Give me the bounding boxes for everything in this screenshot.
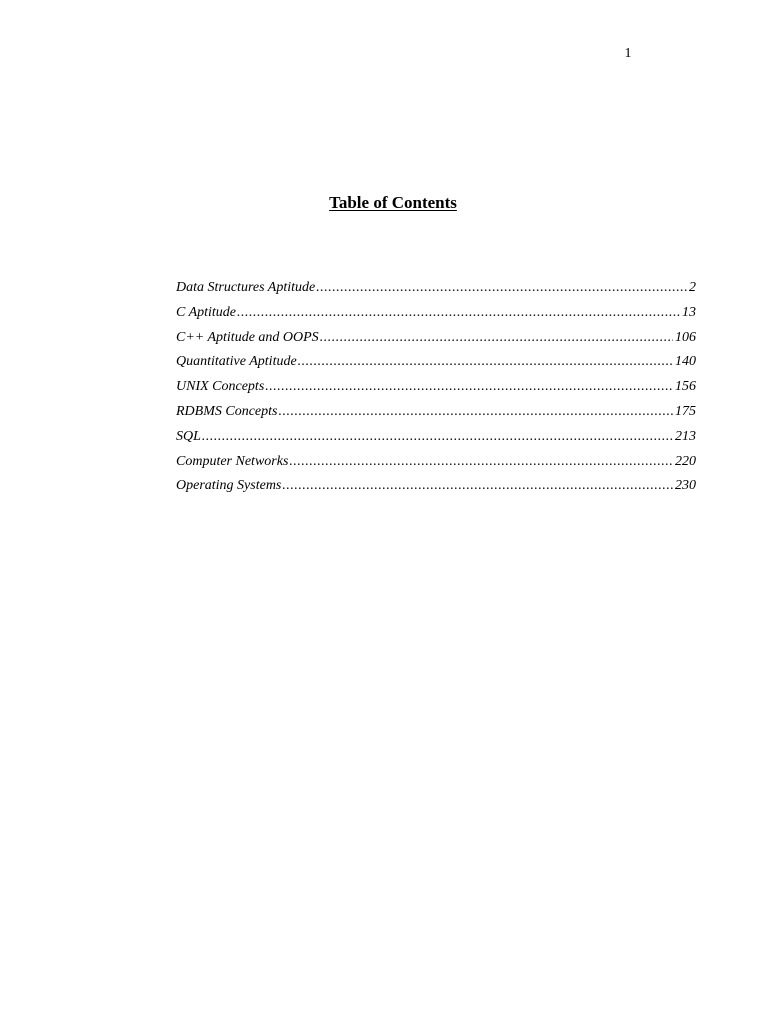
toc-entry-rdbms-concepts[interactable] [176, 400, 696, 425]
toc-entry-page: 140 [675, 354, 696, 370]
toc-entry-label: RDBMS Concepts [176, 403, 278, 419]
toc-dot-leader [278, 400, 673, 425]
toc-entry-label: UNIX Concepts [176, 379, 265, 395]
toc-entry-page: 175 [675, 403, 696, 419]
toc-entry-computer-networks[interactable] [176, 450, 696, 475]
page-number: 1 [624, 46, 632, 61]
toc-entry-c-aptitude[interactable] [176, 301, 696, 326]
toc-entry-page: 156 [675, 379, 696, 395]
toc-dot-leader [282, 474, 673, 499]
toc-entry-unix-concepts[interactable] [176, 375, 696, 400]
toc-title: Table of Contents [329, 193, 457, 212]
toc-entry-page: 106 [675, 329, 696, 345]
toc-entry-label: Computer Networks [176, 453, 289, 469]
toc-entry-label: SQL [176, 428, 201, 444]
toc-entry-page: 213 [675, 428, 696, 444]
toc-entry-page: 230 [675, 478, 696, 494]
toc-entry-quantitative-aptitude[interactable] [176, 350, 696, 375]
toc-entry-page: 220 [675, 453, 696, 469]
toc-entry-data-structures-aptitude[interactable] [176, 276, 696, 301]
toc-entry-cpp-aptitude-and-oops[interactable] [176, 326, 696, 351]
toc-entry-label: Data Structures Aptitude [176, 280, 316, 295]
toc-list [176, 276, 696, 499]
toc-entry-page: 2 [689, 280, 696, 295]
toc-dot-leader [202, 425, 673, 450]
toc-entry-label: C Aptitude [176, 304, 237, 320]
toc-dot-leader [265, 375, 673, 400]
toc-dot-leader [320, 326, 673, 351]
toc-entry-operating-systems[interactable] [176, 474, 696, 499]
toc-dot-leader [289, 450, 673, 475]
toc-dot-leader [298, 350, 673, 375]
toc-entry-label: Operating Systems [176, 478, 282, 494]
toc-dot-leader [237, 301, 680, 326]
toc-entry-label: Quantitative Aptitude [176, 354, 297, 370]
toc-entry-page: 13 [682, 304, 696, 320]
toc-dot-leader [316, 276, 687, 301]
toc-entry-label: C++ Aptitude and OOPS [176, 329, 319, 345]
toc-entry-sql[interactable] [176, 425, 696, 450]
